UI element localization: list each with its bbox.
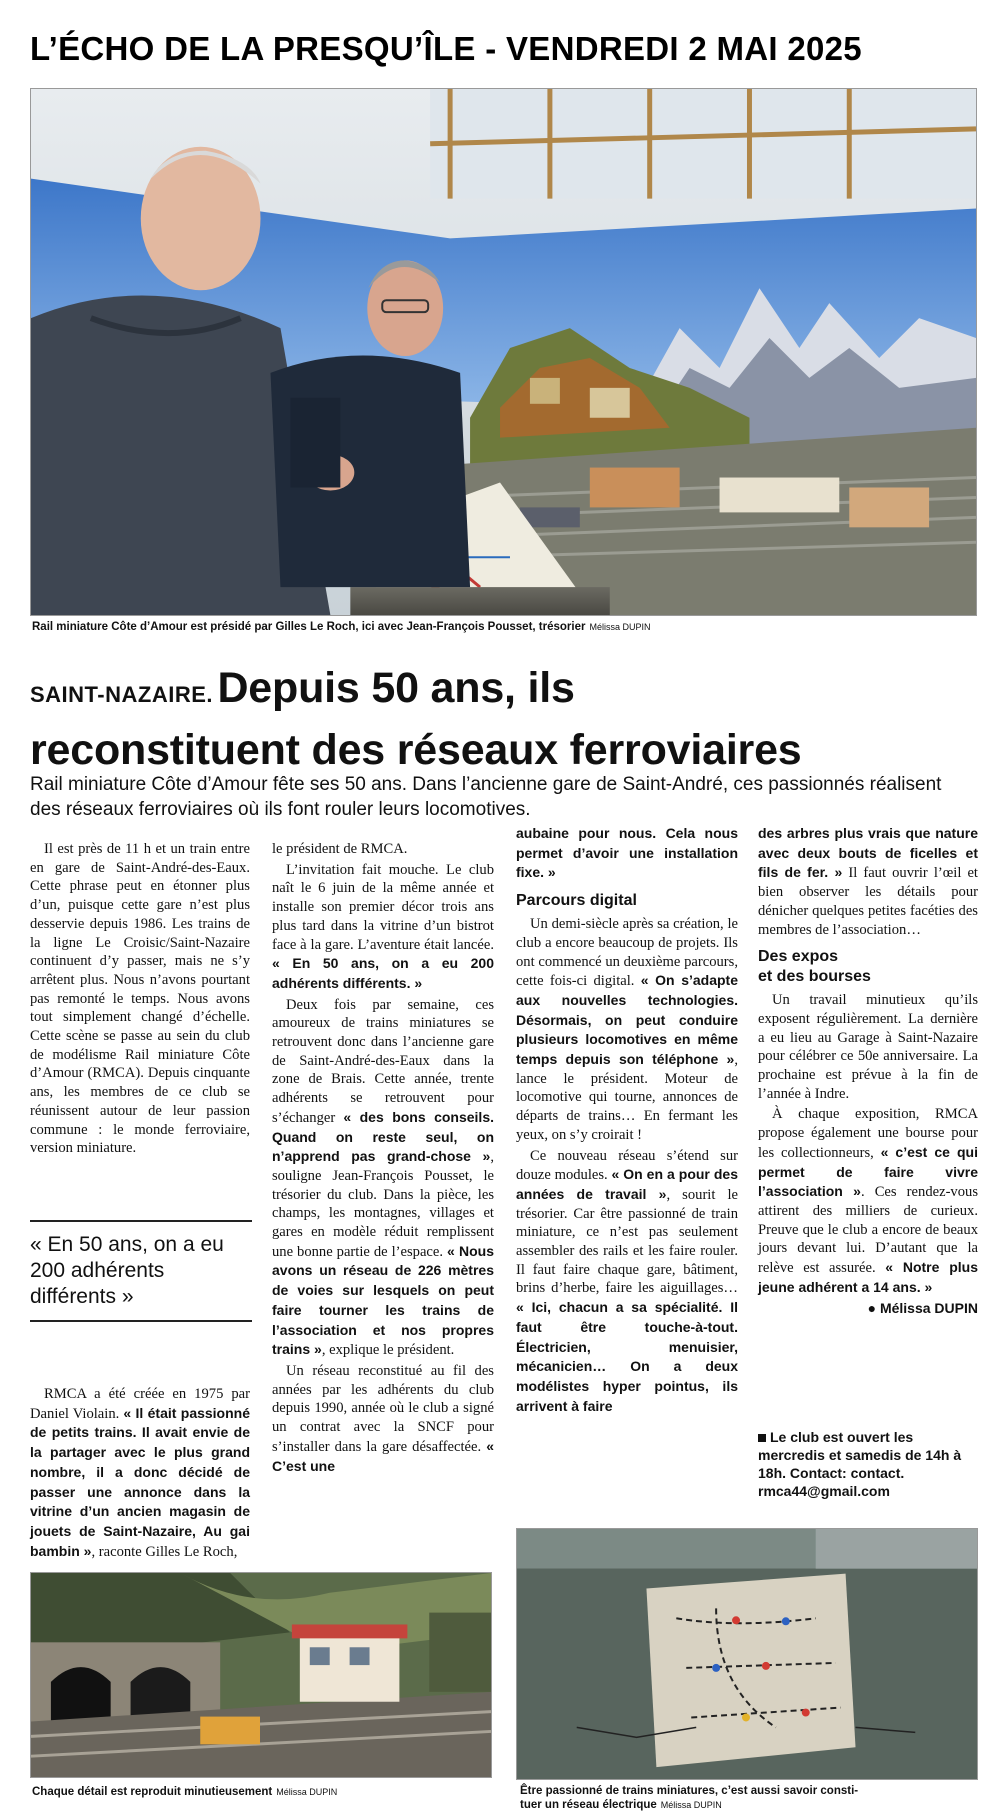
article-column-2 xyxy=(272,840,494,1478)
article-column-1-continued xyxy=(30,1385,250,1563)
text-run: Il faut ouvrir l’œil et bien observer les détails pour dénicher quelques petites facéties des membres de l’association… xyxy=(758,865,978,938)
text-run: À chaque exposition, RMCA propose également une bourse pour les collectionneurs, xyxy=(758,1106,978,1161)
article-column-4 xyxy=(758,824,978,1318)
info-box xyxy=(758,1428,980,1500)
headline-kicker: SAINT-NAZAIRE. xyxy=(30,682,213,707)
quote-run: « On s’adapte aux nouvelles technologies. Désormais, on peut conduire plusieurs locomotives en même temps depuis son téléphone » xyxy=(516,972,738,1068)
paragraph xyxy=(272,1362,494,1476)
pull-quote xyxy=(30,1220,252,1322)
quote-run: des arbres plus vrais que nature avec deux bouts de ficelles et fils de fer. » xyxy=(758,825,978,881)
paragraph xyxy=(516,915,738,1144)
quote-run: « En 50 ans, on a eu 200 adhérents différents. » xyxy=(272,955,494,991)
text-run: RMCA a été créée en 1975 par Daniel Violain. xyxy=(30,1386,250,1422)
text-run: Ce nouveau réseau s’étend sur douze modules. xyxy=(516,1147,738,1184)
pull-quote-text: « En 50 ans, on a eu 200 adhérents différents » xyxy=(30,1233,224,1308)
main-photo-image xyxy=(31,89,976,615)
tunnel-photo xyxy=(30,1572,492,1778)
electrical-panel-photo-credit: Mélissa DUPIN xyxy=(660,1800,722,1810)
subheading-expos xyxy=(758,947,978,987)
tunnel-photo-caption-text: Chaque détail est reproduit minutieusement xyxy=(32,1786,273,1798)
bullet-square-icon xyxy=(758,1434,766,1442)
main-photo-credit: Mélissa DUPIN xyxy=(589,622,651,632)
info-text: Le club est ouvert les mercredis et samedis de 14h à 18h. Contact: contact. rmca44@gmail.com xyxy=(758,1429,962,1499)
text-run: , sourit le trésorier. Car être passionné de train miniature, ce n’est pas seulement assembler des rails et les faire rouler. Il faut faire chaque gare, bâtiment, brins d’herbe, faire les aiguillages… xyxy=(516,1186,738,1297)
electrical-panel-photo-image xyxy=(517,1529,977,1779)
quote-run: « Notre plus jeune adhérent a 14 ans. » xyxy=(758,1259,978,1295)
quote-run: « Ici, chacun a sa spécialité. Il faut être touche-à-tout. Électricien, menuisier, mécanicien… On a deux modélistes hyper pointus, ils arrivent à faire xyxy=(516,1299,738,1414)
standfirst: Rail miniature Côte d’Amour fête ses 50 ans. Dans l’ancienne gare de Saint-André, ces passionnés réalisent des réseaux ferroviaires où ils font rouler leurs locomotives. xyxy=(30,774,942,820)
subheading-digital: Parcours digital xyxy=(516,892,637,910)
text-run: , lance le président. Moteur de locomotive qui tourne, annonces de départs de trains… En fermant les yeux, on s’y croirait ! xyxy=(516,1052,738,1143)
masthead: L’ÉCHO DE LA PRESQU’ÎLE - VENDREDI 2 MAI 2025 xyxy=(30,30,862,67)
text-run: , souligne Jean-François Pousset, le trésorier du club. Dans la pièce, les champs, les montagnes, villages et gares en modèle réduit remplissent une bonne partie de l’espace. xyxy=(272,1149,494,1260)
paragraph xyxy=(272,861,494,994)
text-run: Un réseau reconstitué au fil des années par les adhérents du club depuis 1990, année où le club a signé un contrat avec la SNCF pour s’installer dans la gare désaffectée. xyxy=(272,1362,494,1455)
electrical-panel-photo-caption xyxy=(520,1784,980,1812)
text-run: L’invitation fait mouche. Le club naît le 6 juin de la même année et installe son premier décor trois ans plus tard dans la vitrine d’un bistrot face à la gare. L’aventure était lancée. xyxy=(272,861,494,953)
quote-run: « On en a pour des années de travail » xyxy=(516,1166,738,1202)
text-run: Deux fois par semaine, ces amoureux de trains miniatures se retrouvent donc dans l’ancienne gare de Saint-André-des-Eaux dans la zone de Brais. Cette année, trente adhérents se retrouvent pour s’échanger xyxy=(272,996,494,1126)
electrical-panel-photo xyxy=(516,1528,978,1780)
quote-run: « c’est ce qui permet de faire vivre l’association » xyxy=(758,1143,978,1200)
paragraph: Un travail minutieux qu’ils exposent régulièrement. La dernière a eu lieu au Garage à Saint-Nazaire pour célébrer ce 50e anniversaire. La prochaine est prévue à la fin de l’année à Indre. xyxy=(758,992,978,1102)
quote-run: « des bons conseils. Quand on reste seul, on n’apprend pas grand-chose » xyxy=(272,1108,494,1165)
caption-line-text: tuer un réseau électrique xyxy=(520,1799,657,1811)
tunnel-photo-image xyxy=(31,1573,491,1777)
paragraph xyxy=(272,996,494,1360)
headline xyxy=(30,662,980,776)
paragraph: le président de RMCA. xyxy=(272,841,408,857)
main-photo-caption-text: Rail miniature Côte d’Amour est présidé par Gilles Le Roch, ici avec Jean-François Pousset, trésorier xyxy=(32,621,586,633)
tunnel-photo-credit: Mélissa DUPIN xyxy=(276,1787,338,1797)
quote-run: « Il était passionné de petits trains. Il avait envie de la partager avec le plus grand nombre, il a donc décidé de passer une annonce dans la vitrine d’un ancien magasin de jouets de Saint-Nazaire, Au gai bambin » xyxy=(30,1404,251,1559)
tunnel-photo-caption xyxy=(32,1786,337,1798)
headline-title-line1: Depuis 50 ans, ils xyxy=(217,664,575,712)
caption-line: Être passionné de trains miniatures, c’est aussi savoir consti- xyxy=(520,1785,859,1797)
text-run: , explique le président. xyxy=(321,1342,455,1359)
paragraph xyxy=(30,1385,250,1561)
text-run: , raconte Gilles Le Roch, xyxy=(91,1543,238,1560)
article-column-3 xyxy=(516,824,738,1418)
quote-run: « C’est une xyxy=(272,1437,494,1474)
paragraph xyxy=(758,1105,978,1297)
paragraph xyxy=(758,824,978,939)
text-run: Un demi-siècle après sa création, le club a encore beaucoup de projets. Ils ont commencé un deuxième parcours, cette fois-ci digital. xyxy=(516,916,738,990)
headline-title-line2: reconstituent des réseaux ferroviaires xyxy=(30,726,802,774)
quote-run: aubaine pour nous. Cela nous permet d’avoir une installation fixe. » xyxy=(516,825,738,881)
text-run: . Ces rendez-vous attirent des milliers de curieux. Preuve que le club a encore de beaux jours devant lui. D’autant que la relève est assurée. xyxy=(758,1184,978,1277)
main-photo xyxy=(30,88,977,616)
subheading-line: Des expos xyxy=(758,948,839,966)
caption-line xyxy=(520,1798,980,1812)
article-column-1 xyxy=(30,840,250,1160)
author-signature: ● Mélissa DUPIN xyxy=(867,1300,978,1317)
subheading-line: et des bourses xyxy=(758,968,871,986)
paragraph: Il est près de 11 h et un train entre en gare de Saint-André-des-Eaux. Cette phrase peut en étonner plus d’un, puisque cette gare n’est plus desservie depuis 1986. Les trains de la ligne Le Croisic/Saint-Nazaire continuent d’y passer, mais ne s’y arrêtent plus. Nous n’avons pourtant pas remonté le temps. Nous avons tout simplement changé d’échelle. Cette scène se passe au sein du club de modélisme Rail miniature Côte d’Amour (RMCA). Depuis cinquante ans, les membres de ce club se réunissent autour de leur passion commune : le monde ferroviaire, version miniature. xyxy=(30,841,250,1157)
paragraph xyxy=(516,824,738,883)
paragraph xyxy=(516,1147,738,1417)
quote-run: « Nous avons un réseau de 226 mètres de voies sur lesquels on peut faire tourner les trains de l’association et nos propres trains » xyxy=(272,1242,494,1358)
main-photo-caption xyxy=(32,621,650,633)
